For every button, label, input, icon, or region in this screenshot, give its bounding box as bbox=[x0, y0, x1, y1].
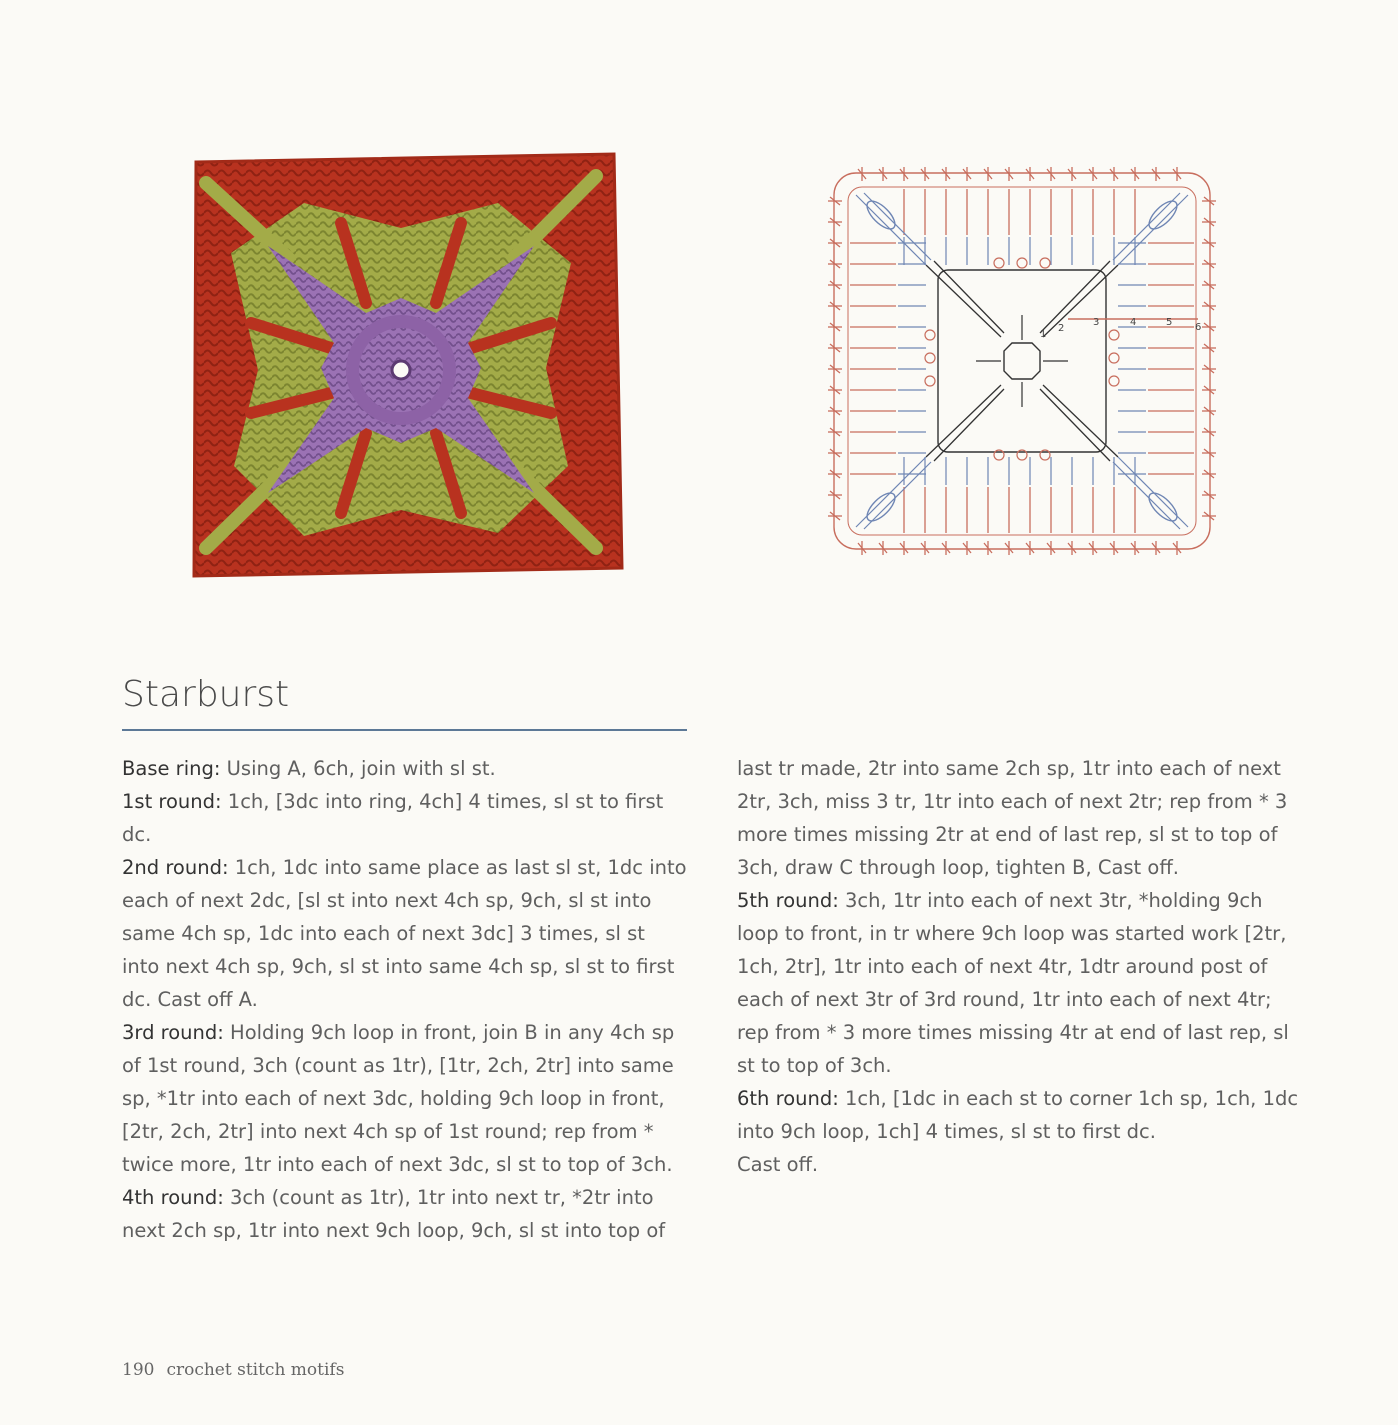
round-number-2: 2 bbox=[1058, 323, 1065, 334]
instruction-cast-off: Cast off. bbox=[737, 1153, 819, 1176]
instruction-round-4-cont: last tr made, 2tr into same 2ch sp, 1tr into each of next 2tr, 3ch, miss 3 tr, 1tr into each of next 2tr; rep from * 3 more times missing 2tr at end of last rep, sl st to top of 3ch, draw C through loop, tighten B, Cast off. bbox=[737, 757, 1288, 879]
pattern-title: Starburst bbox=[122, 674, 290, 715]
crochet-chart-diagram bbox=[826, 165, 1218, 557]
round-number-3: 3 bbox=[1093, 317, 1100, 328]
section-name: crochet stitch motifs bbox=[166, 1360, 345, 1380]
instruction-round-3: 3rd round: Holding 9ch loop in front, join B in any 4ch sp of 1st round, 3ch (count as 1tr), [1tr, 2ch, 2tr] into same sp, *1tr into each of next 3dc, holding 9ch loop in front, [2tr, 2ch, 2tr] into next 4ch sp of 1st round; rep from * twice more, 1tr into each of next 3dc, sl st to top of 3ch. bbox=[122, 1021, 675, 1176]
instruction-round-2: 2nd round: 1ch, 1dc into same place as last sl st, 1dc into each of next 2dc, [sl st into next 4ch sp, 9ch, sl st into same 4ch sp, 1dc into each of next 3dc] 3 times, sl st into next 4ch sp, 9ch, sl st into same 4ch sp, sl st to first dc. Cast off A. bbox=[122, 856, 687, 1011]
page-number: 190 bbox=[122, 1360, 155, 1380]
instruction-base-ring: Base ring: Using A, 6ch, join with sl st. bbox=[122, 757, 496, 780]
instructions-column-2 bbox=[737, 752, 1307, 1181]
page-footer bbox=[122, 1360, 344, 1380]
round-number-6: 6 bbox=[1195, 322, 1202, 333]
round-number-4: 4 bbox=[1130, 317, 1137, 328]
round-number-1: 1 bbox=[1040, 329, 1047, 340]
round-number-5: 5 bbox=[1166, 317, 1173, 328]
instruction-round-5: 5th round: 3ch, 1tr into each of next 3tr, *holding 9ch loop to front, in tr where 9ch loop was started work [2tr, 1ch, 2tr], 1tr into each of next 4tr, 1dtr around post of each of next 3tr of 3rd round, 1tr into each of next 4tr; rep from * 3 more times missing 4tr at end of last rep, sl st to top of 3ch. bbox=[737, 889, 1289, 1077]
instruction-round-6: 6th round: 1ch, [1dc in each st to corner 1ch sp, 1ch, 1dc into 9ch loop, 1ch] 4 times, sl st to first dc. bbox=[737, 1087, 1299, 1143]
instructions-column-1 bbox=[122, 752, 688, 1247]
instruction-round-4: 4th round: 3ch (count as 1tr), 1tr into next tr, *2tr into next 2ch sp, 1tr into next 9ch loop, 9ch, sl st into top of bbox=[122, 1186, 666, 1242]
title-rule bbox=[122, 729, 687, 731]
motif-photo bbox=[176, 148, 626, 580]
instruction-round-1: 1st round: 1ch, [3dc into ring, 4ch] 4 times, sl st to first dc. bbox=[122, 790, 664, 846]
